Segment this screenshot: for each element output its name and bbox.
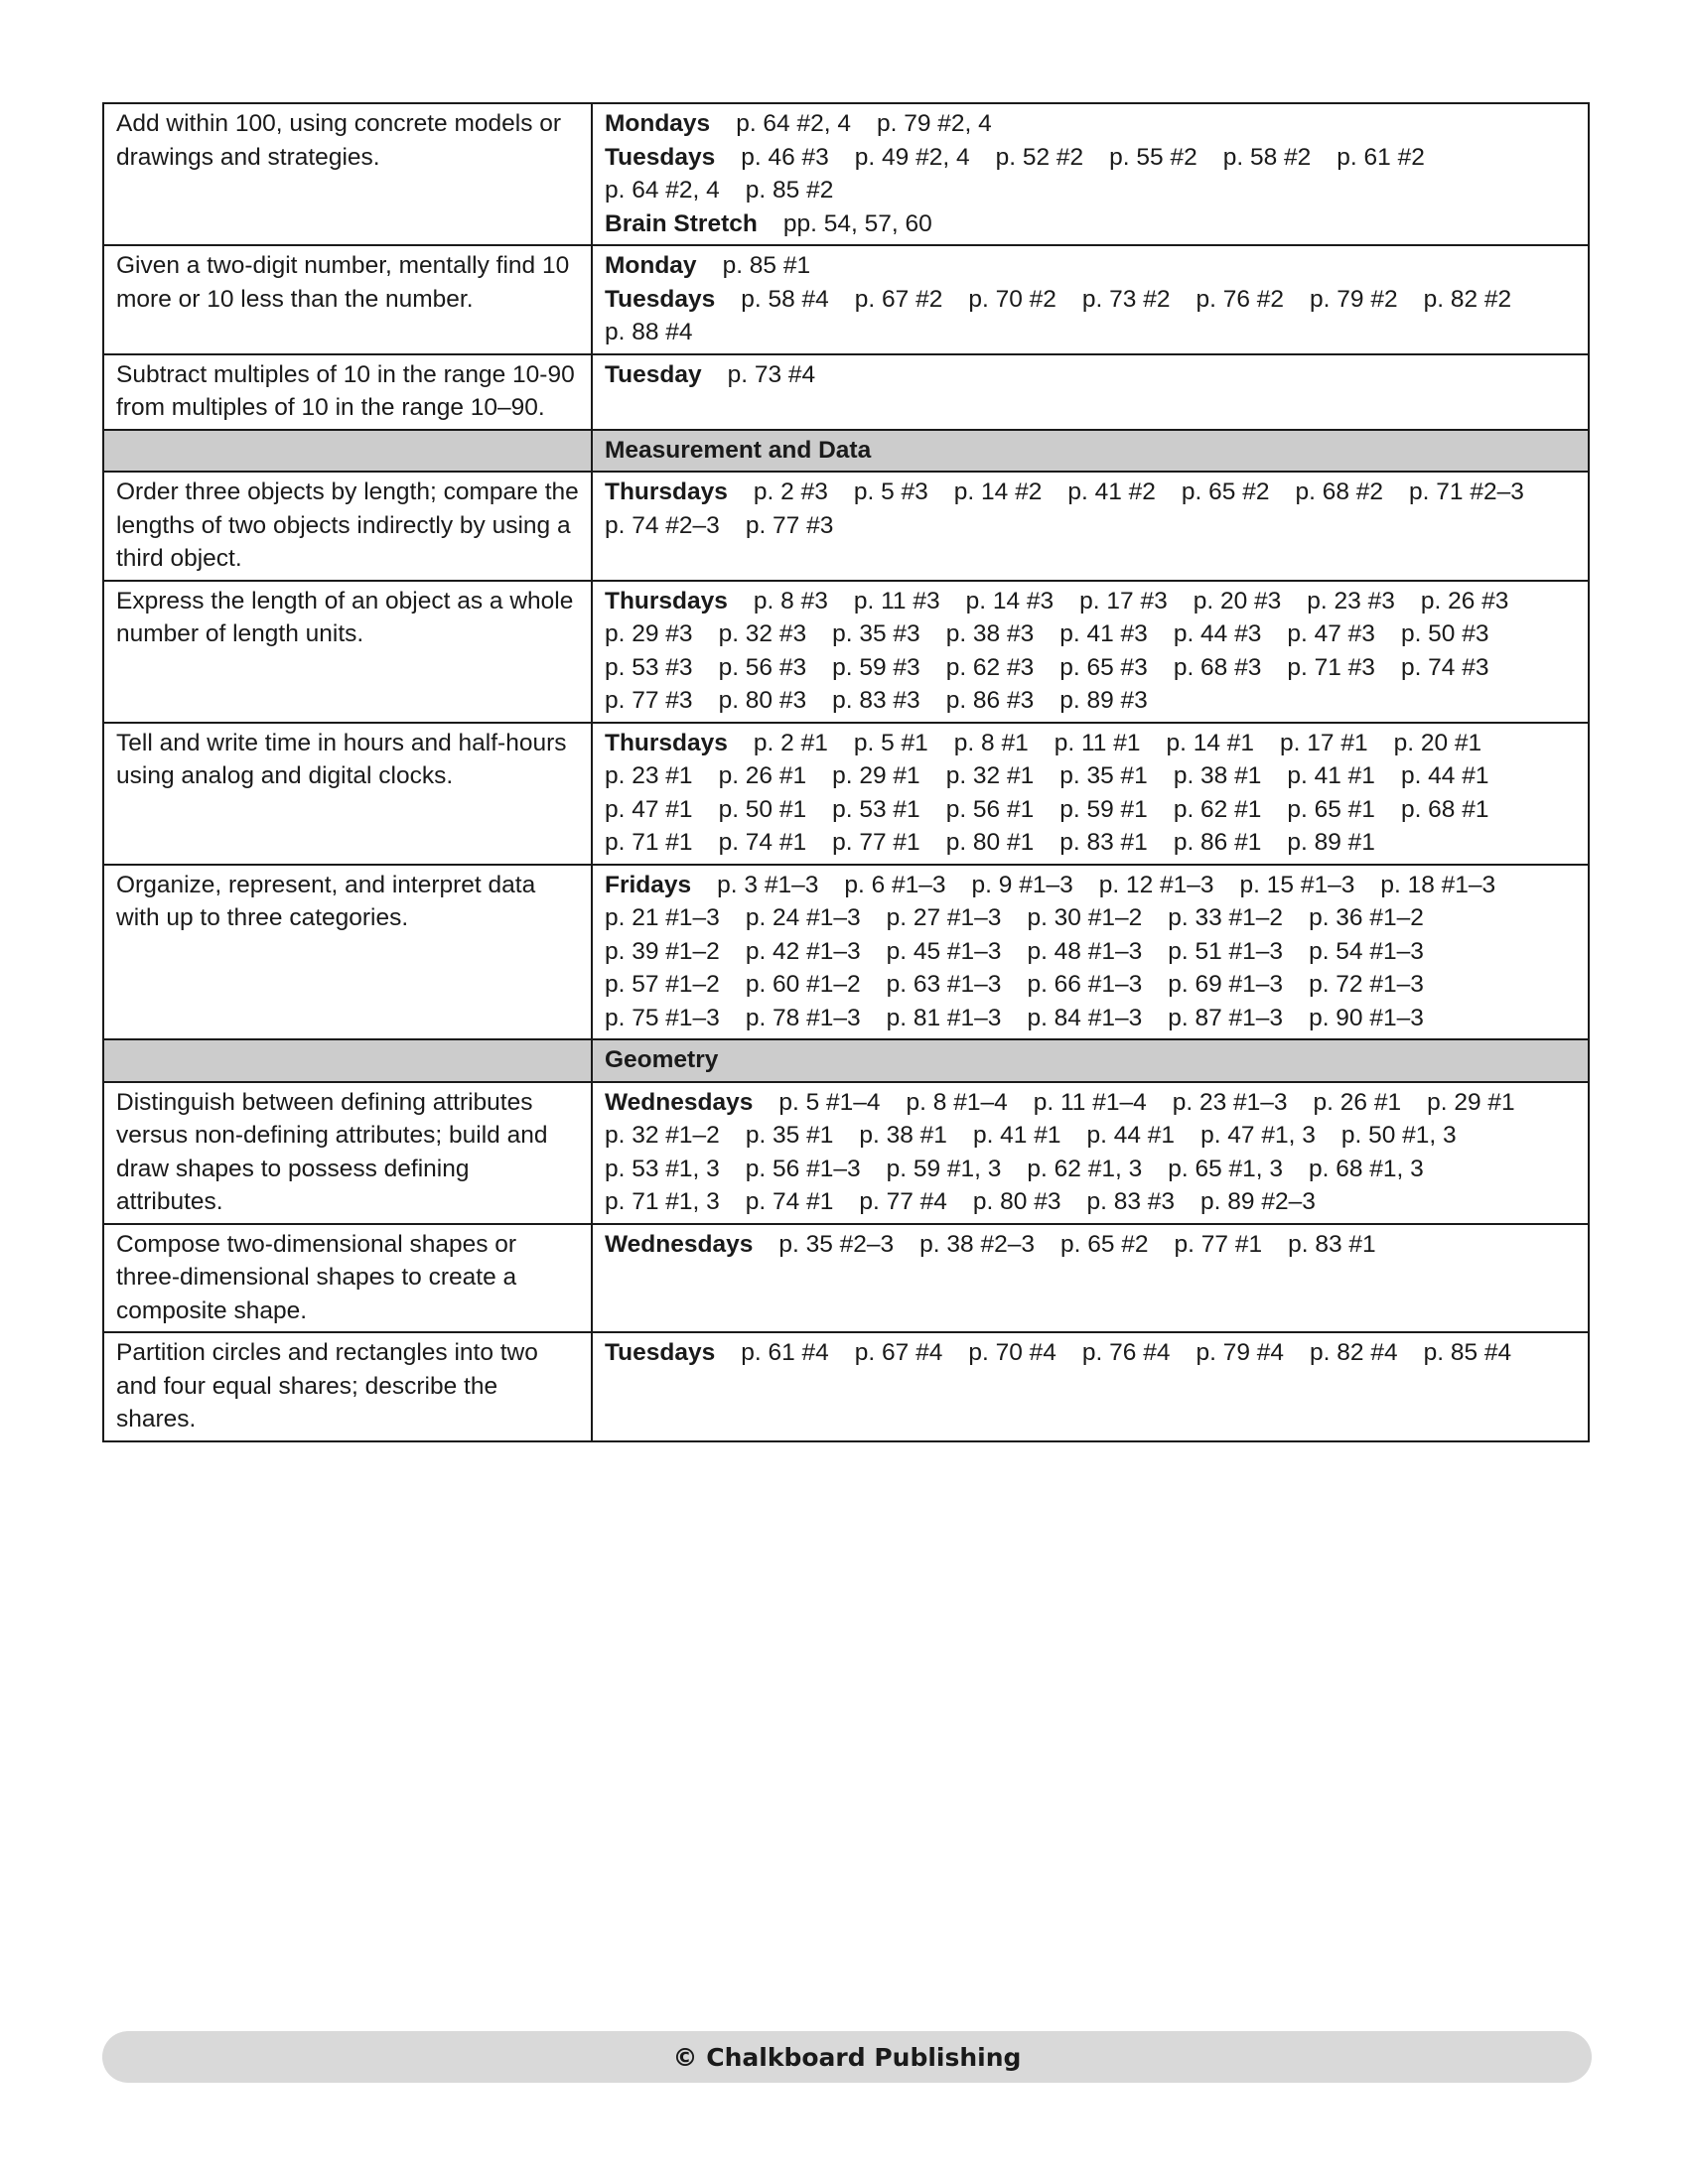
page-reference: p. 26 #3: [1420, 587, 1509, 614]
page-reference: p. 67 #4: [854, 1339, 943, 1366]
page-reference: p. 17 #1: [1280, 729, 1368, 756]
page-reference: p. 26 #1: [718, 762, 807, 789]
standard-row: [103, 1082, 1589, 1224]
page-reference: p. 74 #3: [1400, 653, 1489, 681]
page-reference: p. 44 #1: [1400, 762, 1489, 789]
page-reference: p. 82 #2: [1423, 285, 1512, 313]
page-reference: p. 18 #1–3: [1380, 871, 1496, 898]
page-reference: p. 50 #1: [718, 795, 807, 823]
page-reference: p. 79 #2: [1310, 285, 1398, 313]
page-references-cell: [592, 865, 1589, 1040]
day-reference-line: [605, 869, 1578, 1035]
day-label: Monday: [605, 252, 697, 279]
page-reference: p. 35 #1: [745, 1122, 834, 1149]
standards-table: [102, 102, 1590, 1442]
page-reference: p. 84 #1–3: [1027, 1004, 1143, 1031]
page-reference: p. 21 #1–3: [605, 904, 720, 931]
page-reference: p. 27 #1–3: [886, 904, 1002, 931]
page-reference: p. 38 #2–3: [919, 1230, 1035, 1258]
page-reference: p. 62 #3: [945, 653, 1035, 681]
page-reference: p. 63 #1–3: [886, 971, 1002, 998]
page-reference: p. 32 #1–2: [605, 1122, 720, 1149]
page-reference: p. 65 #2: [1181, 478, 1270, 505]
page-reference: p. 79 #4: [1196, 1339, 1285, 1366]
page-reference: p. 80 #3: [718, 687, 807, 714]
page-reference: p. 5 #3: [853, 478, 928, 505]
page-reference: p. 58 #4: [741, 285, 829, 313]
standard-row: [103, 581, 1589, 723]
day-label: Tuesdays: [605, 285, 716, 313]
page-reference: p. 83 #3: [1086, 1188, 1176, 1215]
page-reference: p. 65 #2: [1059, 1230, 1149, 1258]
day-reference-line: [605, 141, 1578, 207]
page-references-cell: [592, 354, 1589, 430]
page-reference: p. 68 #3: [1173, 653, 1262, 681]
page-reference: p. 33 #1–2: [1168, 904, 1284, 931]
page-reference: p. 65 #1, 3: [1168, 1155, 1283, 1182]
page-reference: p. 14 #1: [1166, 729, 1255, 756]
page-reference: p. 70 #4: [968, 1339, 1056, 1366]
day-label: Tuesday: [605, 360, 702, 388]
page-reference: p. 49 #2, 4: [854, 143, 970, 171]
page-reference: p. 77 #3: [745, 511, 834, 539]
standards-table-body: [103, 103, 1589, 1441]
page-reference: p. 80 #1: [945, 829, 1035, 856]
page-reference: p. 59 #1: [1059, 795, 1148, 823]
page-reference: p. 79 #2, 4: [876, 110, 992, 137]
day-reference-line: [605, 1086, 1578, 1219]
page-reference: p. 71 #1, 3: [605, 1188, 720, 1215]
page-reference: p. 77 #4: [859, 1188, 947, 1215]
page-reference: p. 59 #3: [832, 653, 920, 681]
page-reference: p. 65 #1: [1287, 795, 1375, 823]
page-reference: p. 54 #1–3: [1309, 937, 1424, 965]
section-header-blank-cell: [103, 1039, 592, 1082]
page-reference: p. 50 #1, 3: [1340, 1122, 1457, 1149]
page-reference: p. 38 #1: [1173, 762, 1262, 789]
standard-description: Compose two-dimensional shapes or three-dimensional shapes to create a composite shape.: [103, 1224, 592, 1333]
page-reference: p. 36 #1–2: [1309, 904, 1424, 931]
page-reference: p. 46 #3: [741, 143, 829, 171]
footer-bar: [102, 2031, 1592, 2083]
page-reference: p. 47 #1: [605, 795, 693, 823]
page-reference: p. 57 #1–2: [605, 971, 720, 998]
standard-row: [103, 472, 1589, 581]
page-reference: p. 68 #1: [1400, 795, 1489, 823]
page-reference: p. 8 #1: [953, 729, 1029, 756]
standard-row: [103, 245, 1589, 354]
page-reference: p. 17 #3: [1079, 587, 1168, 614]
page-reference: p. 29 #1: [832, 762, 920, 789]
page-reference: p. 67 #2: [854, 285, 943, 313]
page-reference: p. 14 #3: [965, 587, 1055, 614]
page-reference: p. 44 #1: [1086, 1122, 1176, 1149]
page-reference: p. 74 #1: [718, 829, 807, 856]
standard-row: [103, 1332, 1589, 1441]
page-reference: p. 53 #1: [832, 795, 920, 823]
standard-row: [103, 103, 1589, 245]
page-reference: p. 47 #1, 3: [1200, 1122, 1316, 1149]
page-reference: p. 59 #1, 3: [886, 1155, 1002, 1182]
day-reference-line: [605, 476, 1578, 542]
page-reference: p. 75 #1–3: [605, 1004, 720, 1031]
page-reference: p. 68 #1, 3: [1309, 1155, 1424, 1182]
page-reference: p. 53 #3: [605, 653, 693, 681]
page-reference: p. 32 #1: [945, 762, 1035, 789]
page-reference: p. 55 #2: [1109, 143, 1197, 171]
page-reference: p. 74 #2–3: [605, 511, 720, 539]
section-header-row: [103, 430, 1589, 473]
page-reference: p. 72 #1–3: [1309, 971, 1424, 998]
page-reference: p. 12 #1–3: [1098, 871, 1214, 898]
page-reference: p. 86 #3: [945, 687, 1035, 714]
day-label: Wednesdays: [605, 1088, 754, 1116]
page-reference: p. 85 #2: [745, 177, 834, 204]
page-references-cell: [592, 1332, 1589, 1441]
page-reference: p. 8 #1–4: [906, 1088, 1008, 1116]
page-reference: p. 83 #1: [1059, 829, 1148, 856]
page-reference: p. 44 #3: [1173, 620, 1262, 647]
standard-row: [103, 723, 1589, 865]
page-reference: p. 2 #3: [753, 478, 828, 505]
page-reference: p. 15 #1–3: [1239, 871, 1355, 898]
page-reference: p. 56 #3: [718, 653, 807, 681]
page-reference: p. 41 #3: [1059, 620, 1148, 647]
page-reference: p. 78 #1–3: [745, 1004, 861, 1031]
page-reference: p. 83 #3: [832, 687, 920, 714]
page-reference: p. 74 #1: [745, 1188, 834, 1215]
page-reference: p. 71 #3: [1287, 653, 1375, 681]
page-reference: p. 30 #1–2: [1027, 904, 1143, 931]
page-reference: p. 41 #2: [1067, 478, 1156, 505]
page-reference: p. 77 #1: [1174, 1230, 1263, 1258]
standard-description: Tell and write time in hours and half-hours using analog and digital clocks.: [103, 723, 592, 865]
page-reference: p. 23 #1: [605, 762, 693, 789]
page-references-cell: [592, 723, 1589, 865]
page-reference: p. 58 #2: [1222, 143, 1312, 171]
page-reference: p. 76 #2: [1196, 285, 1285, 313]
standard-description: Subtract multiples of 10 in the range 10-90 from multiples of 10 in the range 10–90.: [103, 354, 592, 430]
day-reference-line: [605, 283, 1578, 349]
page-reference: p. 81 #1–3: [886, 1004, 1002, 1031]
page-reference: p. 70 #2: [968, 285, 1056, 313]
page-reference: p. 52 #2: [995, 143, 1084, 171]
page-reference: p. 73 #4: [727, 360, 816, 388]
page-reference: p. 38 #1: [859, 1122, 947, 1149]
day-label: Tuesdays: [605, 143, 716, 171]
standard-description: Partition circles and rectangles into two and four equal shares; describe the shares.: [103, 1332, 592, 1441]
page-reference: p. 77 #3: [605, 687, 693, 714]
page-reference: p. 71 #1: [605, 829, 693, 856]
page-reference: p. 50 #3: [1400, 620, 1489, 647]
page-reference: p. 86 #1: [1173, 829, 1262, 856]
standard-row: [103, 865, 1589, 1040]
page-reference: p. 47 #3: [1287, 620, 1375, 647]
page-reference: p. 38 #3: [945, 620, 1035, 647]
page-reference: p. 24 #1–3: [745, 904, 861, 931]
page-reference: p. 5 #1: [853, 729, 928, 756]
page-reference: p. 62 #1, 3: [1027, 1155, 1143, 1182]
page-reference: p. 14 #2: [953, 478, 1043, 505]
page-reference: p. 45 #1–3: [886, 937, 1002, 965]
page-references-cell: [592, 472, 1589, 581]
page-references-cell: [592, 103, 1589, 245]
page-references-cell: [592, 581, 1589, 723]
standard-description: Organize, represent, and interpret data with up to three categories.: [103, 865, 592, 1040]
page-reference: p. 39 #1–2: [605, 937, 720, 965]
page-reference: pp. 54, 57, 60: [782, 209, 932, 237]
standard-description: Express the length of an object as a whole number of length units.: [103, 581, 592, 723]
page-reference: p. 35 #1: [1059, 762, 1148, 789]
page-reference: p. 41 #1: [1287, 762, 1375, 789]
page-reference: p. 61 #4: [741, 1339, 829, 1366]
page-reference: p. 35 #3: [832, 620, 920, 647]
page-reference: p. 56 #1: [945, 795, 1035, 823]
page-reference: p. 73 #2: [1081, 285, 1171, 313]
page-reference: p. 66 #1–3: [1027, 971, 1143, 998]
page-reference: p. 5 #1–4: [778, 1088, 881, 1116]
page-reference: p. 61 #2: [1336, 143, 1425, 171]
page-reference: p. 23 #3: [1307, 587, 1395, 614]
page-reference: p. 69 #1–3: [1168, 971, 1284, 998]
page-references-cell: [592, 1082, 1589, 1224]
section-header-title: Geometry: [592, 1039, 1589, 1082]
standard-description: Add within 100, using concrete models or drawings and strategies.: [103, 103, 592, 245]
page-reference: p. 8 #3: [753, 587, 828, 614]
page-reference: p. 20 #1: [1393, 729, 1482, 756]
page-reference: p. 85 #4: [1423, 1339, 1512, 1366]
page-reference: p. 77 #1: [832, 829, 920, 856]
page-reference: p. 88 #4: [605, 319, 693, 345]
page-reference: p. 53 #1, 3: [605, 1155, 720, 1182]
page-reference: p. 11 #1–4: [1033, 1088, 1147, 1116]
day-label: Thursdays: [605, 729, 728, 756]
standard-description: Distinguish between defining attributes versus non-defining attributes; build and draw shapes to possess defining attributes.: [103, 1082, 592, 1224]
footer-copyright: © Chalkboard Publishing: [672, 2042, 1022, 2072]
page-reference: p. 90 #1–3: [1309, 1004, 1424, 1031]
page-reference: p. 65 #3: [1059, 653, 1148, 681]
day-label: Tuesdays: [605, 1339, 716, 1366]
day-reference-line: [605, 1336, 1578, 1370]
page-reference: p. 64 #2, 4: [605, 177, 720, 204]
page-reference: p. 20 #3: [1193, 587, 1282, 614]
page-reference: p. 56 #1–3: [745, 1155, 861, 1182]
page-reference: p. 60 #1–2: [745, 971, 861, 998]
day-reference-line: [605, 207, 1578, 241]
section-header-blank-cell: [103, 430, 592, 473]
page-reference: p. 71 #2–3: [1409, 478, 1524, 505]
page-reference: p. 48 #1–3: [1027, 937, 1143, 965]
page-reference: p. 89 #2–3: [1200, 1188, 1316, 1215]
page-reference: p. 11 #1: [1054, 729, 1141, 756]
page-reference: p. 51 #1–3: [1168, 937, 1284, 965]
page-reference: p. 89 #1: [1287, 829, 1375, 856]
page-references-cell: [592, 245, 1589, 354]
standard-row: [103, 354, 1589, 430]
page-reference: p. 85 #1: [722, 252, 811, 279]
day-reference-line: [605, 585, 1578, 718]
page-references-cell: [592, 1224, 1589, 1333]
page-reference: p. 32 #3: [718, 620, 807, 647]
section-header-title: Measurement and Data: [592, 430, 1589, 473]
page-reference: p. 3 #1–3: [717, 871, 819, 898]
page-reference: p. 80 #3: [972, 1188, 1061, 1215]
page-reference: p. 76 #4: [1081, 1339, 1171, 1366]
day-label: Thursdays: [605, 587, 728, 614]
standard-row: [103, 1224, 1589, 1333]
day-label: Brain Stretch: [605, 209, 758, 237]
page-reference: p. 87 #1–3: [1168, 1004, 1284, 1031]
day-reference-line: [605, 1228, 1578, 1262]
page-reference: p. 68 #2: [1295, 478, 1384, 505]
page-reference: p. 9 #1–3: [971, 871, 1073, 898]
page-reference: p. 35 #2–3: [778, 1230, 895, 1258]
page-reference: p. 82 #4: [1310, 1339, 1398, 1366]
page-reference: p. 89 #3: [1059, 687, 1148, 714]
day-label: Mondays: [605, 110, 711, 137]
day-label: Thursdays: [605, 478, 728, 505]
page-reference: p. 29 #1: [1427, 1088, 1515, 1116]
page-reference: p. 83 #1: [1288, 1230, 1376, 1258]
page-reference: p. 2 #1: [753, 729, 828, 756]
page-reference: p. 11 #3: [853, 587, 940, 614]
section-header-row: [103, 1039, 1589, 1082]
page-reference: p. 42 #1–3: [745, 937, 861, 965]
day-reference-line: [605, 249, 1578, 283]
day-label: Wednesdays: [605, 1230, 754, 1258]
day-reference-line: [605, 727, 1578, 860]
page-reference: p. 23 #1–3: [1172, 1088, 1288, 1116]
page-reference: p. 26 #1: [1313, 1088, 1402, 1116]
standard-description: Order three objects by length; compare the lengths of two objects indirectly by using a third object.: [103, 472, 592, 581]
page-reference: p. 29 #3: [605, 620, 693, 647]
page-reference: p. 62 #1: [1173, 795, 1262, 823]
page-reference: p. 6 #1–3: [844, 871, 946, 898]
standard-description: Given a two-digit number, mentally find 10 more or 10 less than the number.: [103, 245, 592, 354]
day-label: Fridays: [605, 871, 692, 898]
page-reference: p. 41 #1: [972, 1122, 1061, 1149]
page-reference: p. 64 #2, 4: [736, 110, 851, 137]
day-reference-line: [605, 358, 1578, 392]
day-reference-line: [605, 107, 1578, 141]
